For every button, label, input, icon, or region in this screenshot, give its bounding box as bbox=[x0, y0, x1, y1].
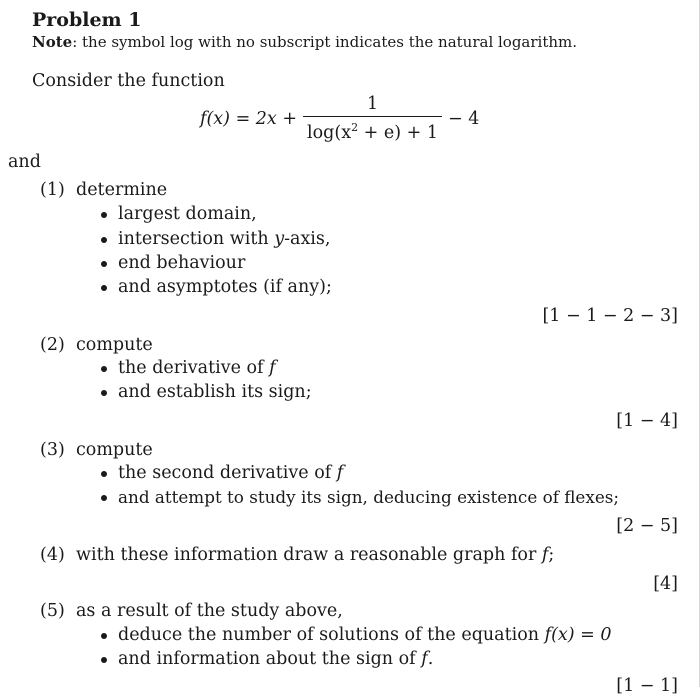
item-2-marks: [1 − 4] bbox=[616, 411, 678, 431]
bullet-icon bbox=[101, 495, 107, 501]
bullet-icon bbox=[101, 285, 107, 291]
item-1-heading bbox=[40, 180, 167, 200]
function-formula bbox=[200, 94, 479, 143]
item-5-marks: [1 − 1] bbox=[616, 676, 678, 696]
and-text: and bbox=[8, 152, 41, 172]
item-2-label: compute bbox=[76, 335, 153, 355]
formula-fraction bbox=[303, 94, 442, 143]
item-1-bullet-4: and asymptotes (if any); bbox=[118, 277, 332, 297]
bullet-icon bbox=[101, 237, 107, 243]
bullet-icon bbox=[101, 261, 107, 267]
bullet-icon bbox=[101, 633, 107, 639]
note-line bbox=[32, 33, 577, 51]
formula-denominator bbox=[303, 117, 442, 143]
bullet-icon bbox=[101, 471, 107, 477]
item-5-number: (5) bbox=[40, 601, 65, 621]
item-3-bullet-1: the second derivative of f bbox=[118, 463, 344, 483]
item-2-number: (2) bbox=[40, 335, 65, 355]
item-1-bullet-1: largest domain, bbox=[118, 204, 257, 224]
item-1-bullet-3: end behaviour bbox=[118, 253, 246, 273]
note-text: : the symbol log with no subscript indicates the natural logarithm. bbox=[72, 33, 578, 51]
den-pre: log(x bbox=[307, 123, 352, 143]
item-3-bullet-2: and attempt to study its sign, deducing existence of flexes; bbox=[118, 487, 620, 507]
formula-tail: − 4 bbox=[447, 108, 480, 129]
item-3-heading bbox=[40, 440, 153, 460]
problem-title: Problem 1 bbox=[32, 9, 142, 31]
den-exponent: 2 bbox=[351, 121, 359, 134]
item-4-label: with these information draw a reasonable graph for bbox=[76, 545, 542, 565]
bullet-icon bbox=[101, 212, 107, 218]
bullet-icon bbox=[101, 657, 107, 663]
formula-numerator: 1 bbox=[366, 94, 379, 114]
den-post: + e) + 1 bbox=[358, 123, 438, 143]
item-5-heading bbox=[40, 601, 343, 621]
bullet-icon bbox=[101, 390, 107, 396]
item-5-bullet-2: and information about the sign of f. bbox=[118, 649, 434, 669]
item-1-bullet-2: intersection with y-axis, bbox=[118, 229, 331, 249]
item-2-heading bbox=[40, 335, 153, 355]
item-1-marks: [1 − 1 − 2 − 3] bbox=[542, 306, 678, 326]
item-2-bullet-2: and establish its sign; bbox=[118, 382, 312, 402]
consider-text: Consider the function bbox=[32, 71, 225, 91]
item-4-marks: [4] bbox=[653, 574, 678, 594]
item-4-number: (4) bbox=[40, 545, 65, 565]
item-4-math: f bbox=[541, 545, 549, 565]
item-1-number: (1) bbox=[40, 180, 65, 200]
item-3-number: (3) bbox=[40, 440, 65, 460]
item-3-label: compute bbox=[76, 440, 153, 460]
item-5-label: as a result of the study above, bbox=[76, 601, 343, 621]
item-3-marks: [2 − 5] bbox=[616, 516, 678, 536]
item-4-heading: (4) with these information draw a reasonable graph for f; bbox=[40, 545, 555, 565]
bullet-icon bbox=[101, 366, 107, 372]
formula-lhs: f(x) = 2x + bbox=[200, 108, 298, 129]
item-2-bullet-1: the derivative of f bbox=[118, 358, 276, 378]
item-5-bullet-1: deduce the number of solutions of the equation f(x) = 0 bbox=[118, 625, 612, 645]
note-label: Note bbox=[32, 33, 73, 51]
item-1-label: determine bbox=[76, 180, 168, 200]
